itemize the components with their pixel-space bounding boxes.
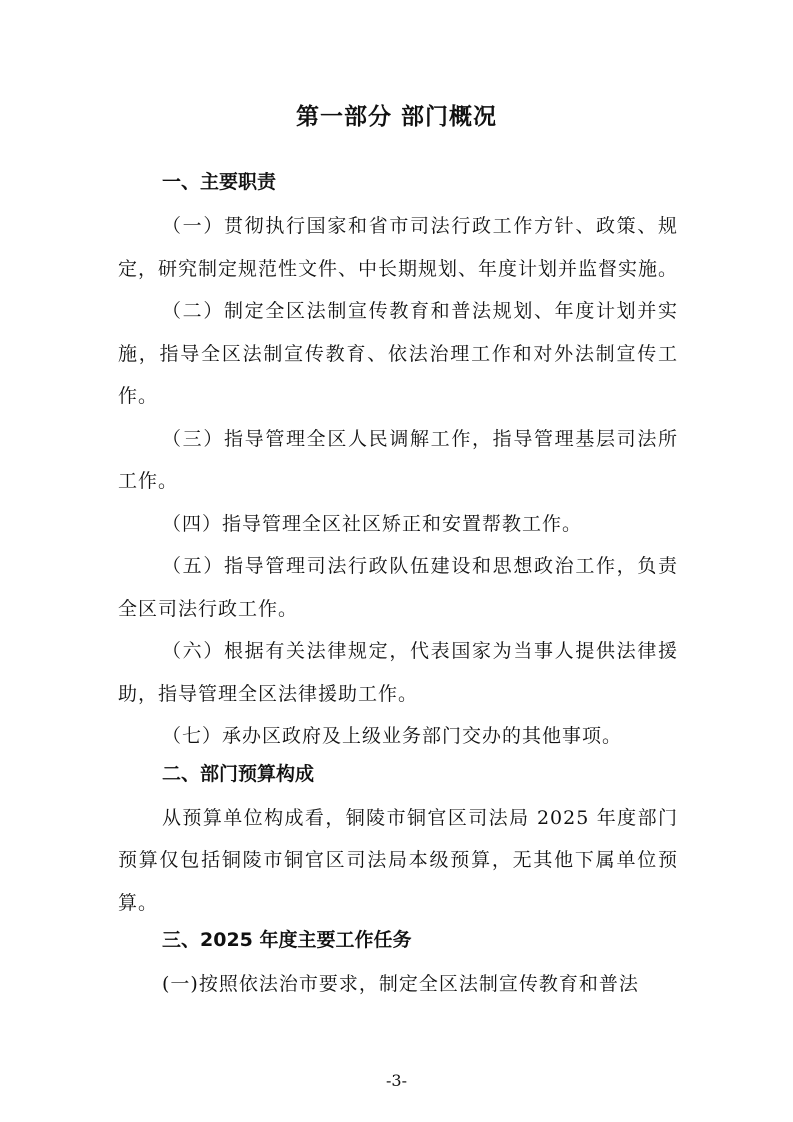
document-body [118,166,678,1006]
duty-paragraph-5: （五）指导管理司法行政队伍建设和思想政治工作，负责全区司法行政工作。 [118,555,678,620]
section-heading-budget-structure: 二、部门预算构成 [162,762,315,785]
section-heading-duties: 一、主要职责 [162,171,277,193]
duty-paragraph-2: （二）制定全区法制宣传教育和普法规划、年度计划并实施，指导全区法制宣传教育、依法治理工作和对外法制宣传工作。 [118,300,678,407]
duty-paragraph-4: （四）指导管理全区社区矫正和安置帮教工作。 [162,512,583,535]
work-task-paragraph-1: (一)按照依法治市要求，制定全区法制宣传教育和普法 [162,973,639,995]
page-number: -3- [386,1071,407,1090]
budget-structure-paragraph: 从预算单位构成看，铜陵市铜官区司法局 2025 年度部门预算仅包括铜陵市铜官区司法局本级预算，无其他下属单位预算。 [118,806,678,914]
duty-paragraph-7: （七）承办区政府及上级业务部门交办的其他事项。 [162,725,623,747]
duty-paragraph-6: （六）根据有关法律规定，代表国家为当事人提供法律援助，指导管理全区法律援助工作。 [118,640,678,705]
page-title: 第一部分 部门概况 [295,104,497,130]
duty-paragraph-3: （三）指导管理全区人民调解工作，指导管理基层司法所工作。 [118,427,678,492]
duty-paragraph-1: （一）贯彻执行国家和省市司法行政工作方针、政策、规定，研究制定规范性文件、中长期规划、年度计划并监督实施。 [118,215,679,280]
section-heading-work-tasks: 三、2025 年度主要工作任务 [162,929,412,951]
